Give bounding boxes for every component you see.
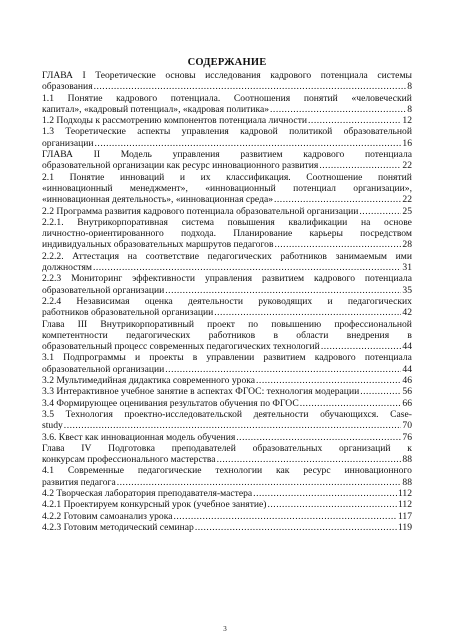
dot-leader <box>274 194 401 205</box>
toc-entry[interactable] <box>42 126 412 149</box>
toc-entry-line <box>42 432 412 443</box>
page-number: 3 <box>223 625 227 633</box>
toc-page-number: 66 <box>402 397 412 409</box>
toc-entry-line <box>42 511 412 522</box>
toc-entry[interactable] <box>42 499 412 510</box>
toc-entry[interactable] <box>42 206 412 217</box>
toc-entry-text: образования <box>42 81 93 93</box>
toc-page-number: 119 <box>397 521 412 533</box>
page-title: СОДЕРЖАНИЕ <box>187 57 267 68</box>
toc-entry[interactable] <box>42 172 412 206</box>
toc-entry-line: 3.1 Подпрограммы и проекты в управлении развитием кадрового потенциала <box>42 352 412 364</box>
toc-entry-line <box>42 206 412 217</box>
toc-entry-line: Глава III Внутрикорпоративный проект по повышению профессиональной <box>42 318 412 330</box>
toc-entry-line: ГЛАВА II Модель управления развитием кадрового потенциала <box>42 149 412 161</box>
toc-entry-text: study <box>42 420 63 432</box>
dot-leader <box>274 239 401 250</box>
toc-entry-line <box>42 398 412 409</box>
table-of-contents <box>42 70 412 533</box>
toc-entry-text: 4.2.1 Проектируем конкурсный урок (учебное занятие) <box>42 499 267 511</box>
toc-entry-line: 3.5 Технология проектно-исследовательской деятельности обучающихся. Case- <box>42 408 412 420</box>
toc-entry[interactable] <box>42 511 412 522</box>
toc-page-number: 8 <box>407 103 412 115</box>
toc-page-number: 88 <box>402 454 412 466</box>
toc-entry-line: 2.2.2. Аттестация на соответствие педагогических работников занимаемым ими <box>42 250 412 262</box>
toc-entry-text: 3.3 Интерактивное учебное занятие в аспектах ФГОС: технология модерации <box>42 386 360 398</box>
toc-entry-text: 3.4 Формирующее оценивания результатов обучения по ФГОС <box>42 397 299 409</box>
toc-entry-line <box>42 194 412 205</box>
toc-entry[interactable] <box>42 93 412 116</box>
dot-leader <box>300 398 402 409</box>
toc-page-number: 112 <box>397 499 412 511</box>
toc-entry[interactable] <box>42 115 412 126</box>
toc-entry[interactable] <box>42 443 412 466</box>
toc-entry-line <box>42 488 412 499</box>
toc-entry-text: 3.6. Квест как инновационная модель обучения <box>42 431 236 443</box>
toc-entry-text: «инновационная деятельность», «инновационная среда» <box>42 194 273 206</box>
toc-entry[interactable] <box>42 488 412 499</box>
toc-entry-line: 4.1 Современные педагогические технологии как ресурс инновационного <box>42 465 412 477</box>
toc-entry-line: 2.2.4 Независимая оценка деятельности руководящих и педагогических <box>42 295 412 307</box>
toc-entry-line <box>42 499 412 510</box>
toc-entry[interactable] <box>42 352 412 375</box>
toc-entry-text: индивидуальных образовательных маршрутов педагогов <box>42 239 274 251</box>
toc-page-number: 25 <box>402 205 412 217</box>
dot-leader <box>268 499 397 510</box>
toc-entry[interactable] <box>42 149 412 172</box>
dot-leader <box>359 206 401 217</box>
dot-leader <box>214 307 401 318</box>
toc-entry-line <box>42 341 412 352</box>
dot-leader <box>95 138 402 149</box>
toc-entry-text: 3.2 Мультимедийная дидактика современного урока <box>42 375 256 387</box>
toc-entry-text: 4.2 Творческая лаборатория преподавателя-мастера <box>42 487 253 499</box>
toc-entry-line <box>42 81 412 92</box>
toc-entry-line <box>42 138 412 149</box>
toc-entry[interactable] <box>42 465 412 488</box>
toc-entry[interactable] <box>42 375 412 386</box>
toc-entry-line: 2.2.1. Внутрикорпоративная система повышения квалификации на основе <box>42 216 412 228</box>
toc-entry[interactable] <box>42 296 412 319</box>
toc-entry-line: личностно-ориентированного подхода. Планирование карьеры посредством <box>42 228 412 240</box>
toc-entry-line <box>42 420 412 431</box>
toc-entry-text: 4.2.2 Готовим самоанализ урока <box>42 510 173 522</box>
toc-entry-text: должностям <box>42 262 92 274</box>
toc-entry-line: компетентности педагогических работников в области внедрения в <box>42 329 412 341</box>
toc-entry-line <box>42 307 412 318</box>
toc-page-number: 44 <box>402 363 412 375</box>
toc-entry[interactable] <box>42 432 412 443</box>
toc-entry-line: 1.1 Понятие кадрового потенциала. Соотношения понятий «человеческий <box>42 92 412 104</box>
toc-entry[interactable] <box>42 386 412 397</box>
dot-leader <box>173 511 396 522</box>
toc-entry-text: образовательной организации <box>42 284 165 296</box>
toc-entry-line: 2.1 Понятие инноваций и их классификация. Соотношение понятий <box>42 171 412 183</box>
toc-entry-line <box>42 477 412 488</box>
toc-entry-line <box>42 115 412 126</box>
toc-page-number: 22 <box>402 194 412 206</box>
dot-leader <box>270 104 406 115</box>
toc-entry-line <box>42 262 412 273</box>
toc-entry[interactable] <box>42 319 412 353</box>
dot-leader <box>217 454 402 465</box>
toc-page-number: 76 <box>402 431 412 443</box>
dot-leader <box>165 285 401 296</box>
toc-entry-text: работников образовательной организации <box>42 307 214 319</box>
toc-page-number: 88 <box>402 476 412 488</box>
dot-leader <box>93 262 401 273</box>
dot-leader <box>117 477 402 488</box>
toc-entry[interactable] <box>42 409 412 432</box>
toc-entry[interactable] <box>42 217 412 251</box>
dot-leader <box>253 488 397 499</box>
toc-entry-line <box>42 239 412 250</box>
toc-page-number: 56 <box>402 386 412 398</box>
toc-entry[interactable] <box>42 522 412 533</box>
dot-leader <box>360 386 401 397</box>
toc-page-number: 112 <box>397 487 412 499</box>
toc-page-number: 16 <box>402 137 412 149</box>
toc-entry[interactable] <box>42 398 412 409</box>
toc-page-number: 28 <box>402 239 412 251</box>
dot-leader <box>321 341 402 352</box>
toc-entry-line: Глава IV Подготовка преподавателей образовательных организаций к <box>42 442 412 454</box>
toc-entry-line: 1.3 Теоретические аспекты управления кадровой политикой образовательной <box>42 126 412 138</box>
toc-entry-line: ГЛАВА I Теоретические основы исследования кадрового потенциала системы <box>42 70 412 81</box>
dot-leader <box>236 432 401 443</box>
toc-entry-text: организации <box>42 137 94 149</box>
dot-leader <box>195 522 397 533</box>
toc-entry-line <box>42 364 412 375</box>
toc-page-number: 70 <box>402 420 412 432</box>
toc-entry-text: 4.2.3 Готовим методический семинар <box>42 521 194 533</box>
toc-entry-text: 2.2 Программа развития кадрового потенциала образовательной организации <box>42 205 359 217</box>
toc-page-number: 42 <box>402 307 412 319</box>
toc-entry-text: развития педагога <box>42 476 116 488</box>
toc-page-number: 12 <box>402 115 412 127</box>
dot-leader <box>308 115 401 126</box>
toc-entry-text: образовательной организации <box>42 363 165 375</box>
toc-entry-text: образовательной организации как ресурс инновационного развития <box>42 160 319 172</box>
toc-entry[interactable] <box>42 273 412 296</box>
toc-page-number: 44 <box>402 341 412 353</box>
toc-page-number: 46 <box>402 375 412 387</box>
toc-page-number: 35 <box>402 284 412 296</box>
toc-entry-line <box>42 104 412 115</box>
toc-entry-line <box>42 454 412 465</box>
toc-entry-line: «инновационный менеджмент», «инновационный потенциал организации», <box>42 182 412 194</box>
toc-page-number: 117 <box>397 510 412 522</box>
toc-entry-line: 2.2.3 Мониторинг эффективности управления развитием кадрового потенциала <box>42 273 412 285</box>
toc-entry-text: конкурсам профессионального мастерства <box>42 454 216 466</box>
dot-leader <box>64 420 402 431</box>
toc-entry-line <box>42 386 412 397</box>
toc-entry-text: 1.2 Подходы к рассмотрению компонентов потенциала личности <box>42 115 308 127</box>
toc-entry[interactable] <box>42 70 412 93</box>
toc-page-number: 22 <box>402 160 412 172</box>
toc-page-number: 8 <box>407 81 412 93</box>
toc-entry-line <box>42 375 412 386</box>
toc-entry-line <box>42 522 412 533</box>
toc-entry-line <box>42 285 412 296</box>
toc-entry-text: капитал», «кадровый потенциал», «кадровая политика» <box>42 103 270 115</box>
dot-leader <box>165 364 401 375</box>
toc-entry[interactable] <box>42 251 412 274</box>
dot-leader <box>256 375 401 386</box>
toc-entry-text: образовательный процесс современных педагогических технологий <box>42 341 320 353</box>
dot-leader <box>94 81 407 92</box>
toc-entry-line <box>42 160 412 171</box>
toc-page-number: 31 <box>402 262 412 274</box>
dot-leader <box>319 160 401 171</box>
